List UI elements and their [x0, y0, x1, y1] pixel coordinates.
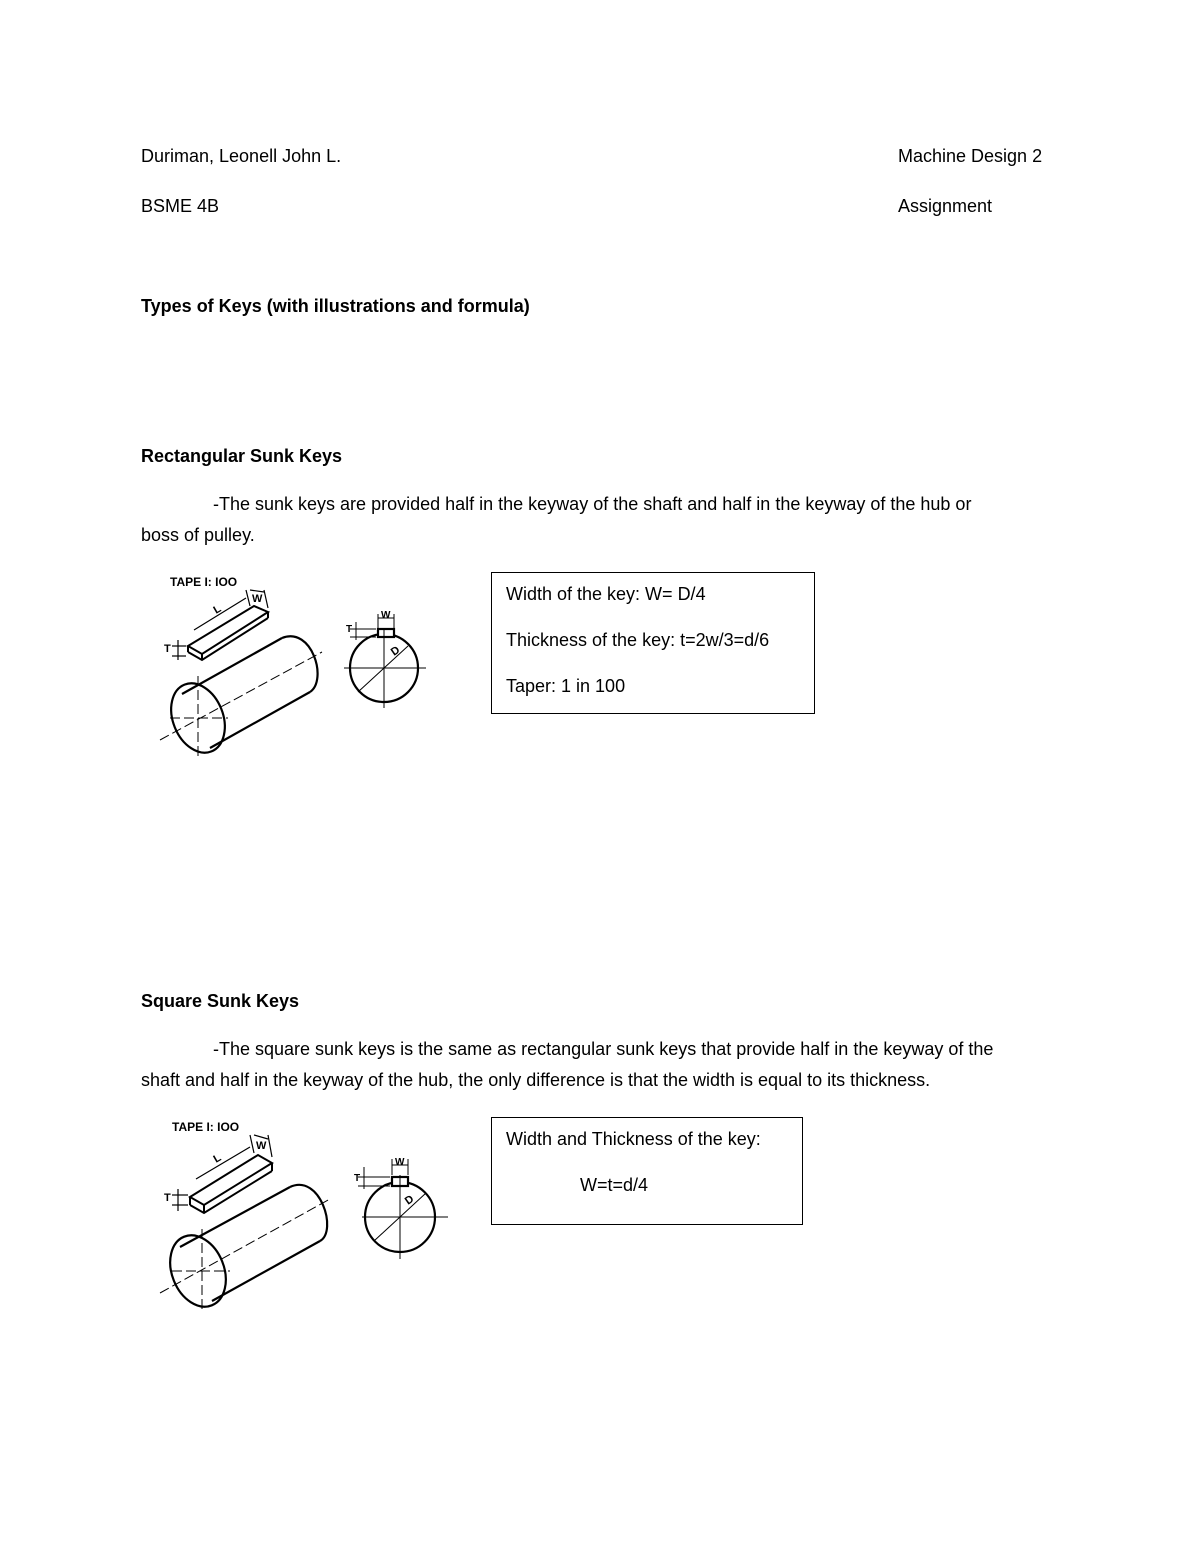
- key-width-label: W: [252, 593, 263, 605]
- diameter-label: D: [388, 644, 403, 659]
- rectangular-key-illustration: [150, 568, 450, 768]
- section-heading-square: Square Sunk Keys: [141, 991, 300, 1011]
- key-width-label: W: [256, 1140, 267, 1152]
- formula-value: W=t=d/4: [580, 1175, 649, 1195]
- end-thickness-label: T: [346, 624, 353, 635]
- square-description-line1: -The square sunk keys is the same as rectangular sunk keys that provide half in the keyway of the: [213, 1039, 994, 1059]
- key-thickness-label: T: [164, 1192, 171, 1204]
- end-thickness-label: T: [354, 1173, 361, 1184]
- student-section: BSME 4B: [141, 196, 220, 216]
- key-length-label: L: [211, 1151, 224, 1166]
- formula-taper: Taper: 1 in 100: [506, 676, 626, 696]
- student-name: Duriman, Leonell John L.: [141, 146, 342, 166]
- taper-label: TAPE I: IOO: [172, 1120, 240, 1134]
- square-key-illustration: [150, 1113, 450, 1313]
- end-width-label: W: [381, 610, 391, 621]
- rectangular-description: [141, 489, 1061, 551]
- square-description-line2: shaft and half in the keyway of the hub, the only difference is that the width is equal to its thickness.: [141, 1070, 931, 1090]
- document-title: Types of Keys (with illustrations and formula): [141, 296, 530, 316]
- formula-thickness: Thickness of the key: t=2w/3=d/6: [506, 630, 770, 650]
- rectangular-description-line1: -The sunk keys are provided half in the keyway of the shaft and half in the keyway of the hub or: [213, 494, 972, 514]
- formula-label: Width and Thickness of the key:: [506, 1129, 761, 1149]
- diameter-label: D: [402, 1193, 417, 1208]
- rectangular-description-line2: boss of pulley.: [141, 525, 255, 545]
- square-formula-box: [491, 1117, 803, 1225]
- document-type: Assignment: [898, 196, 993, 216]
- key-thickness-label: T: [164, 643, 171, 655]
- square-description: [141, 1034, 1061, 1096]
- formula-width: Width of the key: W= D/4: [506, 584, 706, 604]
- key-length-label: L: [211, 602, 224, 617]
- course-name: Machine Design 2: [898, 146, 1043, 166]
- taper-label: TAPE I: IOO: [170, 575, 238, 589]
- rectangular-formula-box: [491, 572, 815, 714]
- section-heading-rectangular: Rectangular Sunk Keys: [141, 446, 343, 466]
- end-width-label: W: [395, 1157, 405, 1168]
